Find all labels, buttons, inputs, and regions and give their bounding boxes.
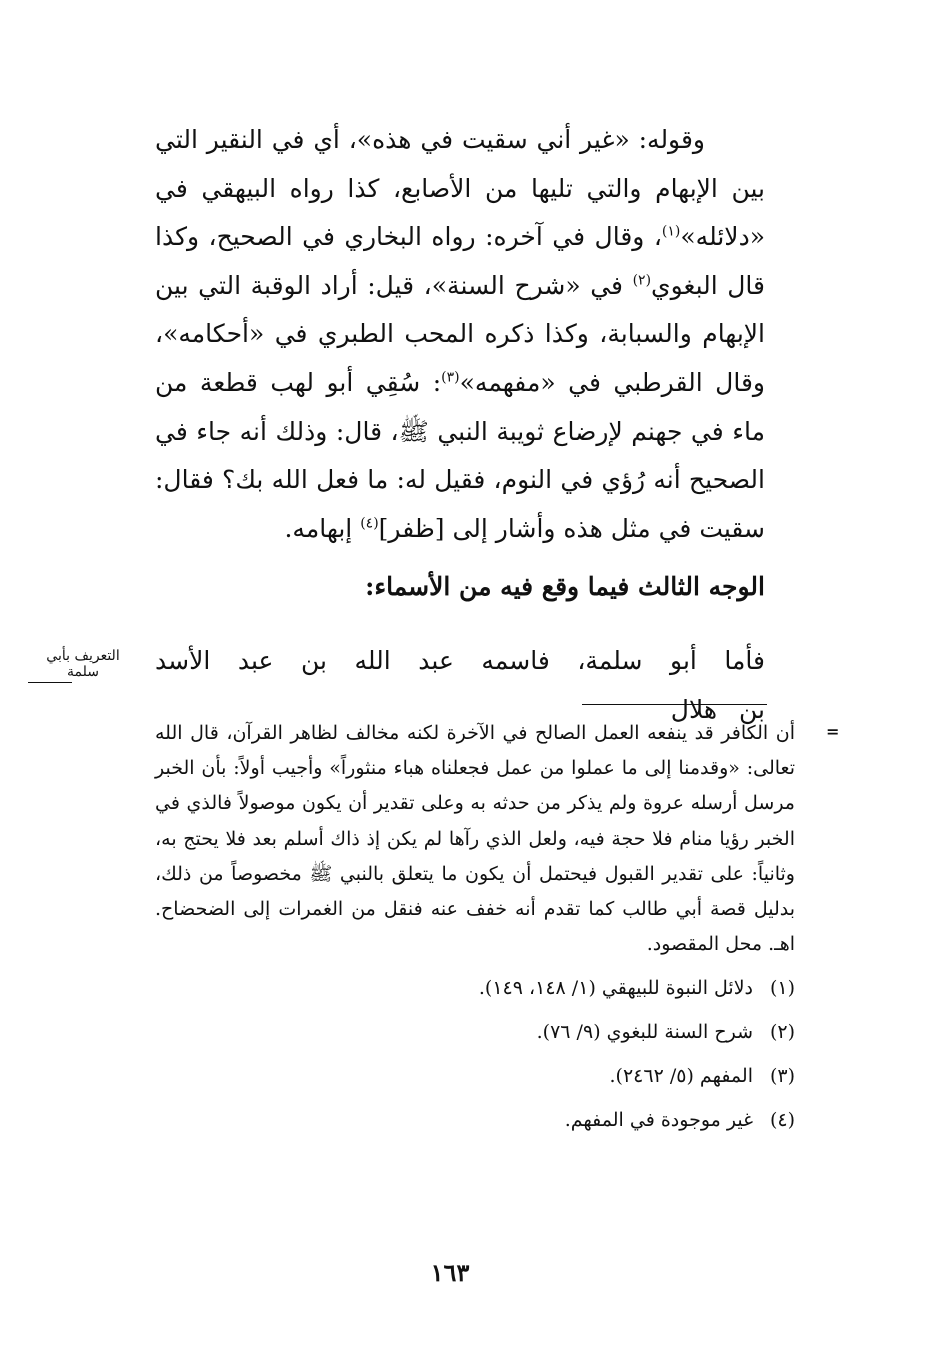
footnotes-section [155, 716, 795, 1142]
footnote-item [155, 966, 795, 1010]
footnote-item [155, 1098, 795, 1142]
main-text-body [155, 116, 765, 734]
footnote-list [155, 966, 795, 1142]
margin-note-line2: سلمة [67, 664, 99, 680]
footnote-number: (٣) [769, 1065, 795, 1088]
footnote-text: المفهم (٥/ ٢٤٦٢). [609, 1065, 753, 1088]
footnote-ref-1: (١) [661, 223, 681, 240]
footnote-item [155, 1054, 795, 1098]
footnote-ref-3: (٣) [441, 369, 460, 386]
footnote-ref-2: (٢) [632, 272, 652, 289]
footnote-ref-4: (٤) [360, 515, 379, 532]
body-paragraph: وقوله: «غير أني سقيت في هذه»، أي في النقير التي بين الإبهام والتي تليها من الأصابع، كذا رواه البيهقي في «دلائله»$^{(١)}$، وقال في آخره: رواه البخاري في الصحيح، وكذا قال البغوي$^{(٢)}$ في «شرح السنة»، قيل: أراد الوقبة التي بين الإبهام والسبابة، وكذا ذكره المحب الطبري في «أحكامه»، وقال القرطبي في «مفهمه»$^{(٣)}$: سُقِي أبو لهب قطعة من ماء في جهنم لإرضاع ثويبة النبي ﷺ، قال: وذلك أنه جاء في الصحيح أنه رُؤي في النوم، فقيل له: ما فعل الله بك؟ فقال: سقيت في مثل هذه وأشار إلى [ظفر]$^{(٤)}$ إبهامه. [155, 125, 765, 543]
section-heading: الوجه الثالث فيما وقع فيه من الأسماء: [365, 572, 765, 602]
footnote-text: غير موجودة في المفهم. [564, 1109, 753, 1132]
body-last-line: فأما أبو سلمة، فاسمه عبد الله بن عبد الأسد بن هلال [155, 645, 765, 724]
footnote-number: (٤) [769, 1109, 795, 1132]
footnote-item [155, 1010, 795, 1054]
margin-note-line1: التعريف بأبي [46, 648, 120, 664]
footnote-number: (٢) [769, 1021, 795, 1044]
footnote-continuation: أن الكافر قد ينفعه العمل الصالح في الآخرة لكنه مخالف لظاهر القرآن، قال الله تعالى: «وقدمنا إلى ما عملوا من عمل فجعلناه هباء منثوراً» وأجيب أولاً: بأن الخبر مرسل أرسله عروة ولم يذكر من حدثه به وعلى تقدير أن يكون موصولاً فالذي في الخبر رؤيا منام فلا حجة فيه، ولعل الذي رآها لم يكن إذ ذاك أسلم بعد فلا يحتج به، وثانياً: على تقدير القبول فيحتمل أن يكون ما يتعلق بالنبي ﷺ مخصوصاً من ذلك، بدليل قصة أبي طالب كما تقدم أنه خفف عنه فنقل من الغمرات إلى الضحضاح. اهـ. محل المقصود. [155, 722, 795, 956]
footnote-text: شرح السنة للبغوي (٩/ ٧٦). [536, 1021, 753, 1044]
margin-note [18, 648, 148, 683]
footnote-number: (١) [769, 977, 795, 1000]
continuation-mark: = [826, 722, 840, 741]
margin-note-underline [28, 682, 72, 683]
page-number: ١٦٣ [430, 1258, 470, 1287]
footnote-divider [582, 704, 767, 705]
footnote-text: دلائل النبوة للبيهقي (١/ ١٤٨، ١٤٩). [478, 977, 753, 1000]
